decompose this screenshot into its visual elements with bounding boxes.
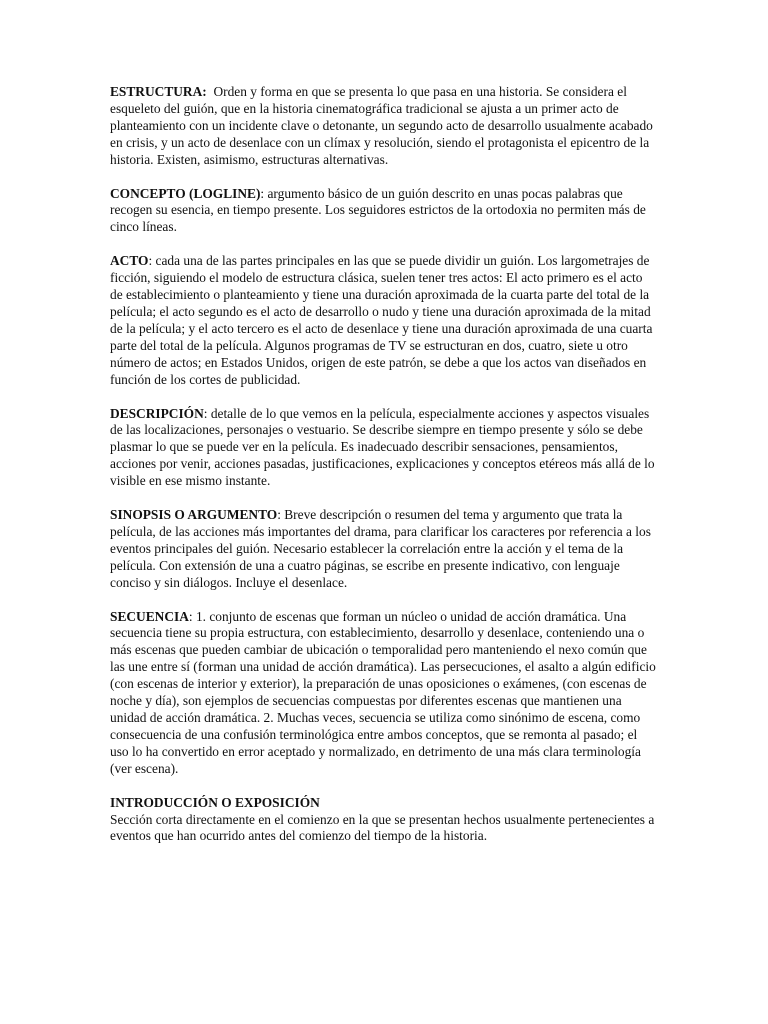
entry-descripcion bbox=[110, 406, 658, 491]
entry-sinopsis bbox=[110, 507, 658, 592]
entry-concepto bbox=[110, 186, 658, 237]
entry-body: Orden y forma en que se presenta lo que pasa en una historia. Se considera el esqueleto del guión, que en la historia cinematográfica tradicional se ajusta a un primer acto de planteamiento con un incidente clave o detonante, un segundo acto de desarrollo usualmente acabado en crisis, y un acto de desenlace con un clímax y resolución, siendo el protagonista el epicentro de la historia. Existen, asimismo, estructuras alternativas. bbox=[110, 84, 653, 167]
entry-acto bbox=[110, 253, 658, 388]
entry-secuencia bbox=[110, 609, 658, 778]
entry-term: SINOPSIS O ARGUMENTO bbox=[110, 507, 278, 523]
entry-term: DESCRIPCIÓN bbox=[110, 405, 204, 421]
entry-body: : argumento básico de un guión descrito en unas pocas palabras que recogen su esencia, en tiempo presente. Los seguidores estrictos de la ortodoxia no permiten más de cinco líneas. bbox=[110, 185, 646, 235]
entry-body: : detalle de lo que vemos en la película, especialmente acciones y aspectos visuales de las localizaciones, personajes o vestuario. Se describe siempre en tiempo presente y sólo se debe plasmar lo que se puede ver en la película. Es inadecuado describir sensaciones, pensamientos, acciones por venir, acciones pasadas, justificaciones, explicaciones y conceptos etéreos más allá de lo visible en ese mismo instante. bbox=[110, 405, 655, 489]
entry-body: : Breve descripción o resumen del tema y argumento que trata la película, de las acciones más importantes del drama, para clarificar los caracteres por referencia a los eventos principales del guión. Necesario establecer la correlación entre la acción y el tema de la película. Con extensión de una a cuatro páginas, se escribe en presente indicativo, con lenguaje conciso y sin diálogos. Incluye el desenlace. bbox=[110, 507, 651, 590]
entry-estructura bbox=[110, 84, 658, 169]
entry-body: Sección corta directamente en el comienzo en la que se presentan hechos usualmente pertenecientes a eventos que han ocurrido antes del comienzo del tiempo de la historia. bbox=[110, 811, 655, 844]
entry-term: ACTO bbox=[110, 253, 149, 269]
entry-introduccion bbox=[110, 795, 658, 846]
entry-body: : cada una de las partes principales en las que se puede dividir un guión. Los largometrajes de ficción, siguiendo el modelo de estructura clásica, suelen tener tres actos: El acto primero es el acto de establecimiento o planteamiento y tiene una duración aproximada de la cuarta parte del total de la película; el acto segundo es el acto de desarrollo o nudo y tiene una duración aproximada de la mitad de la película; y el acto tercero es el acto de desenlace y tiene una duración aproximada de una cuarta parte del total de la película. Algunos programas de TV se estructuran en dos, cuatro, siete u otro número de actos; en Estados Unidos, origen de este patrón, se debe a que los actos van diseñados en función de los cortes de publicidad. bbox=[110, 253, 653, 387]
entry-body: : 1. conjunto de escenas que forman un núcleo o unidad de acción dramática. Una secuencia tiene su propia estructura, con establecimiento, desarrollo y desenlace, conteniendo una o más escenas que pueden cambiar de ubicación o temporalidad pero manteniendo el nexo común que las une entre sí (forman una unidad de acción dramática). Las persecuciones, el asalto a algún edificio (con escenas de interior y exterior), la preparación de unas oposiciones o exámenes, (con escenas de noche y día), son ejemplos de secuencias compuestas por diferentes escenas que mantienen una unidad de acción dramática. 2. Muchas veces, secuencia se utiliza como sinónimo de escena, como consecuencia de una confusión terminológica entre ambos conceptos, que se remonta al pasado; el uso lo ha convertido en error aceptado y normalizado, en detrimento de una más clara terminología (ver escena). bbox=[110, 608, 656, 776]
entry-term: CONCEPTO (LOGLINE) bbox=[110, 185, 261, 201]
entry-term: ESTRUCTURA: bbox=[110, 84, 207, 99]
entry-term: SECUENCIA bbox=[110, 608, 189, 624]
document-page bbox=[110, 84, 658, 862]
entry-term: INTRODUCCIÓN O EXPOSICIÓN bbox=[110, 794, 320, 810]
